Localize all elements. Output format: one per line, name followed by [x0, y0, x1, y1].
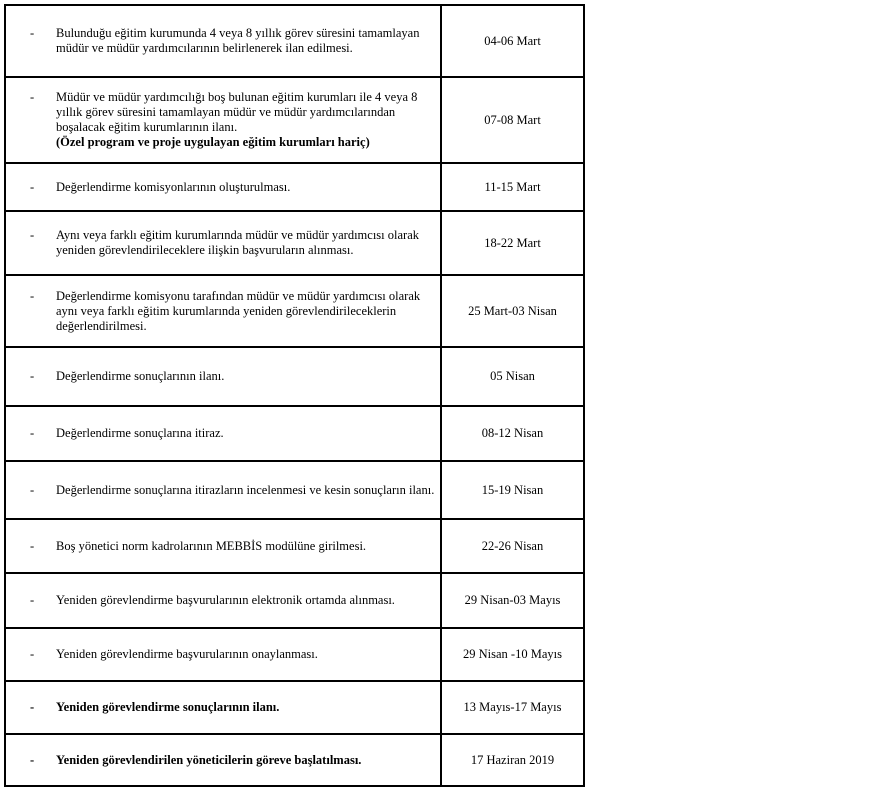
- activity-content: [6, 647, 440, 662]
- activity-text: Yeniden görevlendirme sonuçlarının ilanı.: [56, 700, 280, 714]
- table-row: [5, 461, 584, 519]
- bullet-dash: -: [30, 90, 35, 104]
- table-row: [5, 163, 584, 211]
- date-cell: 29 Nisan -10 Mayıs: [441, 628, 584, 681]
- activity-content: [6, 26, 440, 56]
- table-row: [5, 734, 584, 786]
- table-row: [5, 628, 584, 681]
- table-row: [5, 406, 584, 461]
- date-cell: 18-22 Mart: [441, 211, 584, 275]
- activity-note: (Özel program ve proje uygulayan eğitim kurumları hariç): [56, 135, 370, 149]
- activity-text-block: [50, 90, 440, 150]
- activity-cell: [5, 347, 441, 406]
- date-cell: 13 Mayıs-17 Mayıs: [441, 681, 584, 734]
- activity-text: Müdür ve müdür yardımcılığı boş bulunan eğitim kurumları ile 4 veya 8 yıllık görev süresini tamamlayan müdür ve müdür yardımcılarından boşalacak eğitim kurumlarının ilanı.: [56, 90, 418, 134]
- activity-content: [6, 539, 440, 554]
- activity-content: [6, 289, 440, 334]
- activity-text: Değerlendirme sonuçlarının ilanı.: [56, 369, 225, 383]
- activity-cell: [5, 519, 441, 573]
- activity-text: Değerlendirme komisyonlarının oluşturulması.: [56, 179, 291, 194]
- bullet-dash: -: [30, 700, 35, 714]
- bullet-dash: -: [30, 752, 35, 767]
- schedule-table: [4, 4, 585, 787]
- table-row: [5, 519, 584, 573]
- activity-content: [6, 180, 440, 195]
- activity-content: [6, 228, 440, 258]
- activity-text: Bulunduğu eğitim kurumunda 4 veya 8 yıllık görev süresini tamamlayan müdür ve müdür yardımcılarının belirlenerek ilan edilmesi.: [56, 26, 420, 55]
- table-row: [5, 681, 584, 734]
- bullet-dash: -: [30, 26, 35, 40]
- activity-cell: [5, 275, 441, 347]
- bullet-dash: -: [30, 369, 35, 383]
- activity-cell: [5, 211, 441, 275]
- activity-content: [6, 753, 440, 768]
- date-cell: 11-15 Mart: [441, 163, 584, 211]
- activity-text: Değerlendirme sonuçlarına itiraz.: [56, 426, 224, 440]
- date-cell: 29 Nisan-03 Mayıs: [441, 573, 584, 628]
- bullet-dash: -: [30, 228, 35, 242]
- activity-text: Değerlendirme sonuçlarına itirazların incelenmesi ve kesin sonuçların ilanı.: [56, 482, 435, 497]
- activity-content: [6, 90, 440, 150]
- activity-cell: [5, 406, 441, 461]
- bullet-dash: -: [30, 538, 35, 553]
- activity-content: [6, 483, 440, 498]
- date-cell: 05 Nisan: [441, 347, 584, 406]
- date-cell: 22-26 Nisan: [441, 519, 584, 573]
- bullet-dash: -: [30, 179, 35, 194]
- date-cell: 08-12 Nisan: [441, 406, 584, 461]
- activity-cell: [5, 5, 441, 77]
- activity-cell: [5, 77, 441, 163]
- date-cell: 07-08 Mart: [441, 77, 584, 163]
- date-cell: 25 Mart-03 Nisan: [441, 275, 584, 347]
- activity-text: Yeniden görevlendirme başvurularının onaylanması.: [56, 647, 318, 661]
- schedule-table-body: [5, 5, 584, 786]
- bullet-dash: -: [30, 647, 35, 661]
- bullet-dash: -: [30, 288, 35, 303]
- activity-cell: [5, 734, 441, 786]
- activity-text: Aynı veya farklı eğitim kurumlarında müdür ve müdür yardımcısı olarak yeniden görevlendirileceklere ilişkin başvuruların alınması.: [56, 228, 419, 257]
- table-row: [5, 573, 584, 628]
- activity-cell: [5, 628, 441, 681]
- table-row: [5, 211, 584, 275]
- date-cell: 04-06 Mart: [441, 5, 584, 77]
- activity-content: [6, 369, 440, 384]
- activity-content: [6, 593, 440, 608]
- activity-text: Yeniden görevlendirme başvurularının elektronik ortamda alınması.: [56, 593, 395, 607]
- table-row: [5, 347, 584, 406]
- bullet-dash: -: [30, 593, 35, 607]
- date-cell: 17 Haziran 2019: [441, 734, 584, 786]
- table-row: [5, 5, 584, 77]
- activity-cell: [5, 461, 441, 519]
- activity-cell: [5, 573, 441, 628]
- bullet-dash: -: [30, 482, 35, 497]
- date-cell: 15-19 Nisan: [441, 461, 584, 519]
- activity-cell: [5, 163, 441, 211]
- activity-text: Boş yönetici norm kadrolarının MEBBİS modülüne girilmesi.: [56, 538, 367, 553]
- activity-content: [6, 700, 440, 715]
- activity-cell: [5, 681, 441, 734]
- activity-text: Yeniden görevlendirilen yöneticilerin göreve başlatılması.: [56, 752, 362, 767]
- table-row: [5, 275, 584, 347]
- activity-text: Değerlendirme komisyonu tarafından müdür ve müdür yardımcısı olarak aynı veya farklı eğitim kurumlarında yeniden görevlendirileceklerin değerlendirilmesi.: [56, 288, 421, 333]
- activity-content: [6, 426, 440, 441]
- table-row: [5, 77, 584, 163]
- bullet-dash: -: [30, 426, 35, 440]
